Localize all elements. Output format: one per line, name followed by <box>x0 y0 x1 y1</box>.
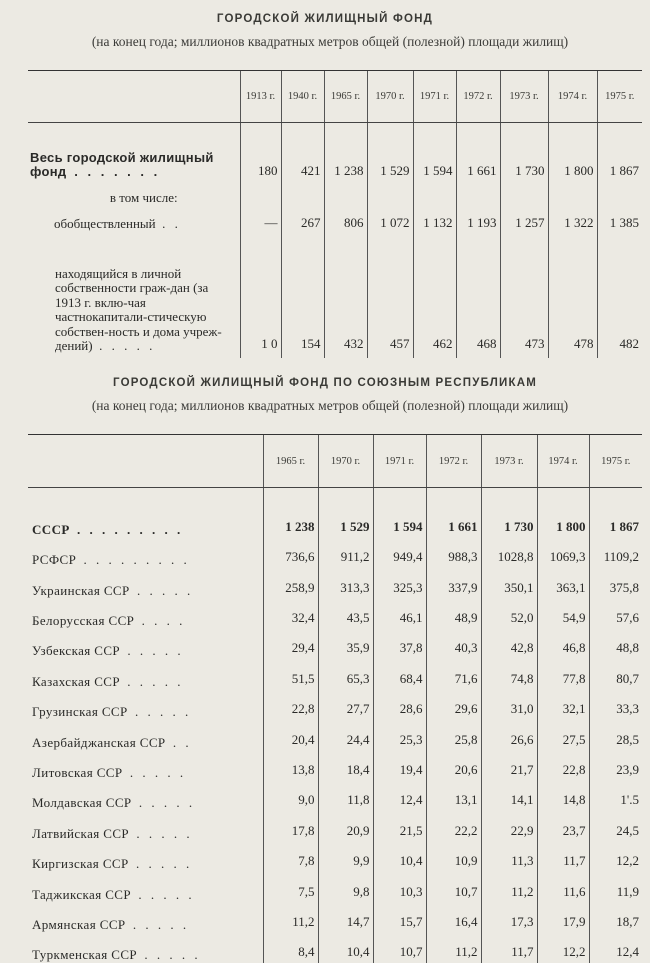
table-cell: 7,5 <box>263 872 318 902</box>
table-cell: 1 800 <box>548 145 597 180</box>
table-cell: 180 <box>240 145 281 180</box>
republics-housing-table <box>28 434 642 963</box>
table1-year-header: 1973 г. <box>500 71 548 123</box>
table-cell: 68,4 <box>373 659 426 689</box>
table-cell: 1 730 <box>500 145 548 180</box>
table1-row-private <box>28 232 642 358</box>
table2-year-header: 1971 г. <box>373 435 426 488</box>
table2-year-header: 1973 г. <box>481 435 537 488</box>
table-cell: 1 529 <box>318 508 373 538</box>
row-label: в том числе: <box>109 190 178 205</box>
table-cell: 57,6 <box>589 599 642 629</box>
table-cell: 1109,2 <box>589 538 642 568</box>
table-cell: 1 322 <box>548 206 597 232</box>
table-cell: 14,8 <box>537 781 589 811</box>
table-cell: 10,4 <box>318 933 373 963</box>
table-cell: 25,8 <box>426 720 481 750</box>
table-cell: 14,1 <box>481 781 537 811</box>
table-cell: 22,8 <box>263 690 318 720</box>
table1-title: ГОРОДСКОЙ ЖИЛИЩНЫЙ ФОНД <box>216 13 434 25</box>
republic-label: Грузинская ССР . . . . . <box>32 704 192 720</box>
row-label: находящийся в личной собственности граж-дан (за 1913 г. вклю-чая частнокапитали-стическую собствен-ность и дома учреж-дений) . . . . . <box>55 265 222 353</box>
table-cell: 468 <box>456 232 500 358</box>
table-cell: 363,1 <box>537 568 589 598</box>
republic-label: Армянская ССР . . . . . <box>32 916 190 932</box>
table-row <box>28 508 642 538</box>
republic-label: РСФСР . . . . . . . . . <box>32 552 190 568</box>
table-cell: 13,1 <box>426 781 481 811</box>
table-cell: 33,3 <box>589 690 642 720</box>
table2-year-header: 1972 г. <box>426 435 481 488</box>
republic-label: Латвийская ССР . . . . . <box>32 825 193 841</box>
table1-year-header: 1940 г. <box>281 71 324 123</box>
republic-label: Киргизская ССР . . . . . <box>32 856 193 872</box>
table-cell: 21,7 <box>481 751 537 781</box>
row-label: Весь городской жилищный фонд . . . . . . . <box>30 149 214 179</box>
table-row <box>28 538 642 568</box>
table-cell: 10,3 <box>373 872 426 902</box>
table-cell: 432 <box>324 232 367 358</box>
table-cell: 28,5 <box>589 720 642 750</box>
table-row <box>28 751 642 781</box>
table-row <box>28 842 642 872</box>
table-cell: 1 800 <box>537 508 589 538</box>
table-cell: 337,9 <box>426 568 481 598</box>
table-cell: 1 072 <box>367 206 413 232</box>
table-cell: 26,6 <box>481 720 537 750</box>
table-cell: 27,5 <box>537 720 589 750</box>
republic-label: Таджикская ССР . . . . . <box>32 886 195 902</box>
table-cell: 29,4 <box>263 629 318 659</box>
table-cell: 1 594 <box>413 145 456 180</box>
table-cell: 350,1 <box>481 568 537 598</box>
table-cell: 154 <box>281 232 324 358</box>
table-cell: 11,7 <box>481 933 537 963</box>
table-cell: 17,9 <box>537 903 589 933</box>
table-cell: 1 867 <box>597 145 642 180</box>
table-cell: 1'.5 <box>589 781 642 811</box>
table-cell: 14,7 <box>318 903 373 933</box>
table-cell: 12,2 <box>589 842 642 872</box>
table-cell: 375,8 <box>589 568 642 598</box>
table-cell: 1 867 <box>589 508 642 538</box>
table1-year-header: 1974 г. <box>548 71 597 123</box>
republic-label: Туркменская ССР . . . . . <box>32 947 201 963</box>
table1-year-header: 1975 г. <box>597 71 642 123</box>
table-cell: 10,4 <box>373 842 426 872</box>
table-cell: 1 0 <box>240 232 281 358</box>
table2-year-header: 1970 г. <box>318 435 373 488</box>
republic-label: Азербайджанская ССР . . <box>32 734 192 750</box>
table-cell: 8,4 <box>263 933 318 963</box>
table-cell: 22,8 <box>537 751 589 781</box>
table-cell: 77,8 <box>537 659 589 689</box>
table2-header-row <box>28 435 642 488</box>
table-row <box>28 568 642 598</box>
republic-label: Украинская ССР . . . . . <box>32 582 194 598</box>
table-cell: 949,4 <box>373 538 426 568</box>
table-cell: 17,8 <box>263 811 318 841</box>
table-cell: 40,3 <box>426 629 481 659</box>
table-cell: 52,0 <box>481 599 537 629</box>
table-cell: 1 238 <box>324 145 367 180</box>
table-cell: 9,8 <box>318 872 373 902</box>
table-cell: 473 <box>500 232 548 358</box>
table-cell: 1 661 <box>426 508 481 538</box>
table-cell: 20,6 <box>426 751 481 781</box>
table1-row-including <box>28 180 642 206</box>
table-cell: 20,9 <box>318 811 373 841</box>
table-cell: 37,8 <box>373 629 426 659</box>
table-cell: 12,4 <box>589 933 642 963</box>
table-row <box>28 811 642 841</box>
republic-label: Литовская ССР . . . . . <box>32 765 187 781</box>
table-cell: — <box>240 206 281 232</box>
republic-label: Казахская ССР . . . . . <box>32 673 184 689</box>
table-cell: 21,5 <box>373 811 426 841</box>
table-cell: 19,4 <box>373 751 426 781</box>
table-cell: 16,4 <box>426 903 481 933</box>
table-cell: 11,2 <box>426 933 481 963</box>
table-cell: 22,2 <box>426 811 481 841</box>
table-cell: 10,7 <box>426 872 481 902</box>
table-cell: 1 529 <box>367 145 413 180</box>
table1-year-header: 1972 г. <box>456 71 500 123</box>
table-row <box>28 933 642 963</box>
table-cell: 43,5 <box>318 599 373 629</box>
table1-row-total <box>28 145 642 180</box>
table-cell: 11,8 <box>318 781 373 811</box>
table-row <box>28 872 642 902</box>
table-cell: 1 730 <box>481 508 537 538</box>
table-cell: 1 385 <box>597 206 642 232</box>
table-cell: 24,5 <box>589 811 642 841</box>
table-cell: 258,9 <box>263 568 318 598</box>
table-cell: 1 238 <box>263 508 318 538</box>
table-row <box>28 781 642 811</box>
table-row <box>28 659 642 689</box>
republic-label: Узбекская ССР . . . . . <box>32 643 184 659</box>
table1-row-public <box>28 206 642 232</box>
table-cell: 42,8 <box>481 629 537 659</box>
table-cell: 54,9 <box>537 599 589 629</box>
table-cell: 32,4 <box>263 599 318 629</box>
table-cell: 28,6 <box>373 690 426 720</box>
table-cell: 11,3 <box>481 842 537 872</box>
table-cell: 11,7 <box>537 842 589 872</box>
table2-title: ГОРОДСКОЙ ЖИЛИЩНЫЙ ФОНД ПО СОЮЗНЫМ РЕСПУБЛИКАМ <box>113 377 537 389</box>
table-cell: 35,9 <box>318 629 373 659</box>
table-cell: 18,4 <box>318 751 373 781</box>
table1-year-header: 1971 г. <box>413 71 456 123</box>
republic-label: СССР . . . . . . . . . <box>32 521 184 537</box>
table-cell: 9,9 <box>318 842 373 872</box>
table-cell: 313,3 <box>318 568 373 598</box>
table-cell: 18,7 <box>589 903 642 933</box>
table-cell: 15,7 <box>373 903 426 933</box>
table-cell: 29,6 <box>426 690 481 720</box>
table-cell: 7,8 <box>263 842 318 872</box>
table1-subtitle: (на конец года; миллионов квадратных метров общей (полезной) площади жилищ) <box>91 34 569 49</box>
table2-stub-header <box>28 435 263 488</box>
table2-year-header: 1974 г. <box>537 435 589 488</box>
table2-year-header: 1965 г. <box>263 435 318 488</box>
table-row <box>28 720 642 750</box>
table-cell: 1028,8 <box>481 538 537 568</box>
housing-fund-table <box>28 70 642 358</box>
table-cell: 267 <box>281 206 324 232</box>
table-cell: 22,9 <box>481 811 537 841</box>
table-cell: 11,6 <box>537 872 589 902</box>
table-cell: 24,4 <box>318 720 373 750</box>
table-cell: 32,1 <box>537 690 589 720</box>
table-cell: 31,0 <box>481 690 537 720</box>
table-cell: 17,3 <box>481 903 537 933</box>
table-cell: 478 <box>548 232 597 358</box>
republic-label: Молдавская ССР . . . . . <box>32 795 196 811</box>
table-cell: 457 <box>367 232 413 358</box>
row-label: обобществленный . . <box>54 216 181 231</box>
table-cell: 462 <box>413 232 456 358</box>
table-cell: 736,6 <box>263 538 318 568</box>
table-cell: 71,6 <box>426 659 481 689</box>
table-cell: 1 132 <box>413 206 456 232</box>
table1-year-header: 1965 г. <box>324 71 367 123</box>
table-cell: 482 <box>597 232 642 358</box>
table-cell: 1 257 <box>500 206 548 232</box>
table-cell: 25,3 <box>373 720 426 750</box>
table-cell: 12,4 <box>373 781 426 811</box>
table1-year-header: 1970 г. <box>367 71 413 123</box>
table-cell: 911,2 <box>318 538 373 568</box>
table1-header-row <box>28 71 642 123</box>
table-cell: 9,0 <box>263 781 318 811</box>
table-cell: 23,9 <box>589 751 642 781</box>
table-cell: 11,2 <box>263 903 318 933</box>
table-cell: 74,8 <box>481 659 537 689</box>
table-cell: 46,1 <box>373 599 426 629</box>
table1-year-header: 1913 г. <box>240 71 281 123</box>
table-cell: 806 <box>324 206 367 232</box>
table-cell: 1069,3 <box>537 538 589 568</box>
table-cell: 11,9 <box>589 872 642 902</box>
table-cell: 12,2 <box>537 933 589 963</box>
table-cell: 988,3 <box>426 538 481 568</box>
table-cell: 51,5 <box>263 659 318 689</box>
table-row <box>28 599 642 629</box>
table-cell: 27,7 <box>318 690 373 720</box>
table-row <box>28 690 642 720</box>
table-row <box>28 629 642 659</box>
table-cell: 23,7 <box>537 811 589 841</box>
republic-label: Белорусская ССР . . . . <box>32 613 186 629</box>
table-cell: 11,2 <box>481 872 537 902</box>
table-cell: 325,3 <box>373 568 426 598</box>
table1-stub-header <box>28 71 240 123</box>
table2-year-header: 1975 г. <box>589 435 642 488</box>
table-cell: 10,9 <box>426 842 481 872</box>
table-cell: 20,4 <box>263 720 318 750</box>
table-row <box>28 903 642 933</box>
table-cell: 1 193 <box>456 206 500 232</box>
table-cell: 10,7 <box>373 933 426 963</box>
table-cell: 48,8 <box>589 629 642 659</box>
table2-subtitle: (на конец года; миллионов квадратных метров общей (полезной) площади жилищ) <box>91 398 569 413</box>
table-cell: 1 594 <box>373 508 426 538</box>
table-cell: 1 661 <box>456 145 500 180</box>
table-cell: 80,7 <box>589 659 642 689</box>
table-cell: 13,8 <box>263 751 318 781</box>
table-cell: 65,3 <box>318 659 373 689</box>
table-cell: 46,8 <box>537 629 589 659</box>
table-cell: 48,9 <box>426 599 481 629</box>
table-cell: 421 <box>281 145 324 180</box>
